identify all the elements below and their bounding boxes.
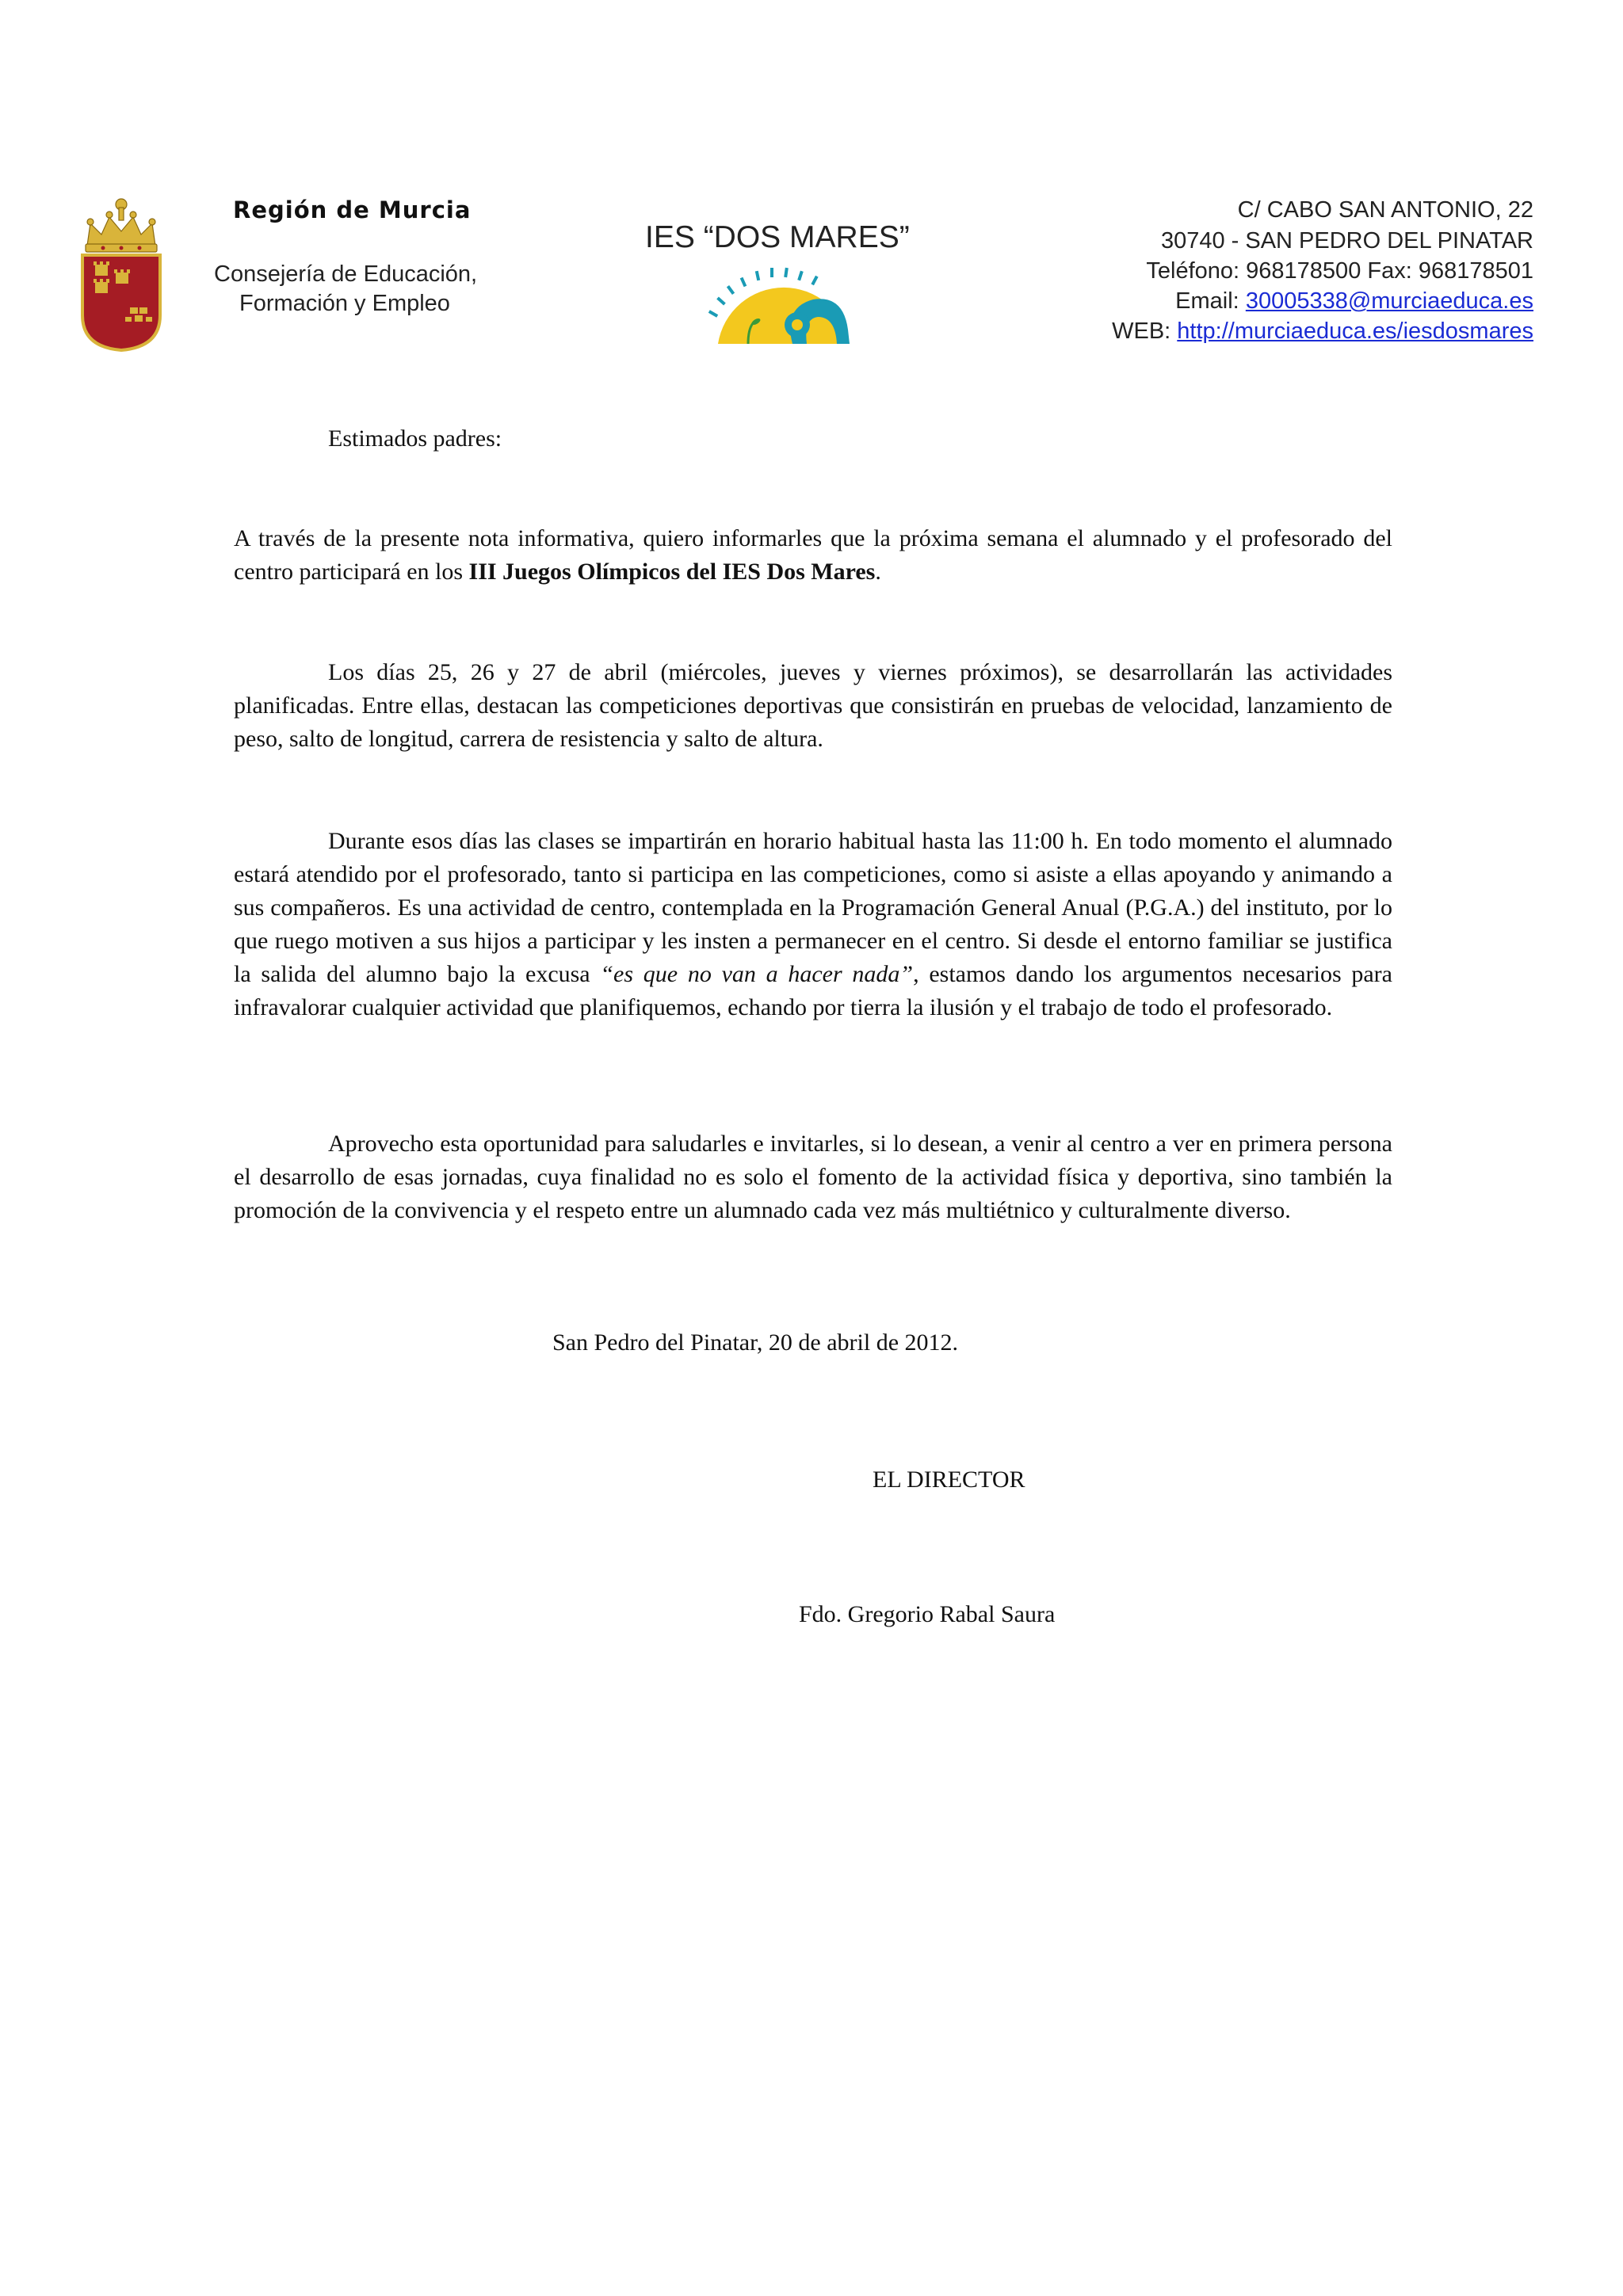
signer-title: EL DIRECTOR xyxy=(873,1466,1025,1493)
signer-name: Fdo. Gregorio Rabal Saura xyxy=(799,1601,1056,1627)
address-line2: 30740 - SAN PEDRO DEL PINATAR xyxy=(1160,228,1533,254)
department-name-line2: Formación y Empleo xyxy=(239,291,450,316)
salutation: Estimados padres: xyxy=(328,425,502,452)
web-link[interactable]: http://murciaeduca.es/iesdosmares xyxy=(1177,318,1533,344)
paragraph-1-end: . xyxy=(875,559,881,585)
event-name: III Juegos Olímpicos del IES Dos Mares xyxy=(468,559,876,585)
paragraph-3-end: , estamos dando los argumentos necesarios para infravalorar cualquier actividad que planifiquemos, echando por tierra la ilusión y el trabajo de todo el profesorado. xyxy=(234,961,1392,1020)
paragraph-1 xyxy=(234,522,1392,589)
address-line1: C/ CABO SAN ANTONIO, 22 xyxy=(1237,197,1533,223)
web-label: WEB: xyxy=(1112,318,1178,344)
paragraph-2: Los días 25, 26 y 27 de abril (miércoles, jueves y viernes próximos), se desarrollarán las actividades planificadas. Entre ellas, destacan las competiciones deportivas que consistirán en pruebas de velocidad, lanzamiento de peso, salto de longitud, carrera de resistencia y salto de altura. xyxy=(234,659,1392,752)
paragraph-3 xyxy=(234,825,1392,1024)
email-label: Email: xyxy=(1175,288,1246,314)
paragraph-1-text: A través de la presente nota informativa, quiero informarles que la próxima semana el alumnado y el profesorado del centro participará en los xyxy=(234,525,1392,585)
paragraph-3-text: Durante esos días las clases se impartirán en horario habitual hasta las 11:00 h. En todo momento el alumnado estará atendido por el profesorado, tanto si participa en las competiciones, como si asiste a ellas apoyando y animando a sus compañeros. Es una actividad de centro, contemplada en la Programación General Anual (P.G.A.) del instituto, por lo que ruego motiven a sus hijos a participar y les insten a permanecer en el centro. Si desde el entorno familiar se justifica la salida del alumno bajo la excusa xyxy=(234,828,1392,987)
email-line xyxy=(1175,286,1533,316)
school-logo xyxy=(704,261,851,344)
web-line xyxy=(1112,316,1533,346)
quoted-excuse: “es que no van a hacer nada” xyxy=(600,961,914,987)
phone-fax: Teléfono: 968178500 Fax: 968178501 xyxy=(1146,258,1533,284)
paragraph-4: Aprovecho esta oportunidad para saludarles e invitarles, si lo desean, a venir al centro a ver en primera persona el desarrollo de esas jornadas, cuya finalidad no es solo el fomento de la actividad física y deportiva, sino también la promoción de la convivencia y el respeto entre un alumnado cada vez más multiétnico y culturalmente diverso. xyxy=(234,1131,1392,1223)
school-name: IES “DOS MARES” xyxy=(645,220,910,254)
department-name-line1: Consejería de Educación, xyxy=(214,261,478,287)
region-coat-of-arms-logo xyxy=(79,189,163,352)
email-link[interactable]: 30005338@murciaeduca.es xyxy=(1245,288,1533,314)
date-line: San Pedro del Pinatar, 20 de abril de 2012. xyxy=(552,1329,959,1356)
region-name: Región de Murcia xyxy=(233,196,472,223)
